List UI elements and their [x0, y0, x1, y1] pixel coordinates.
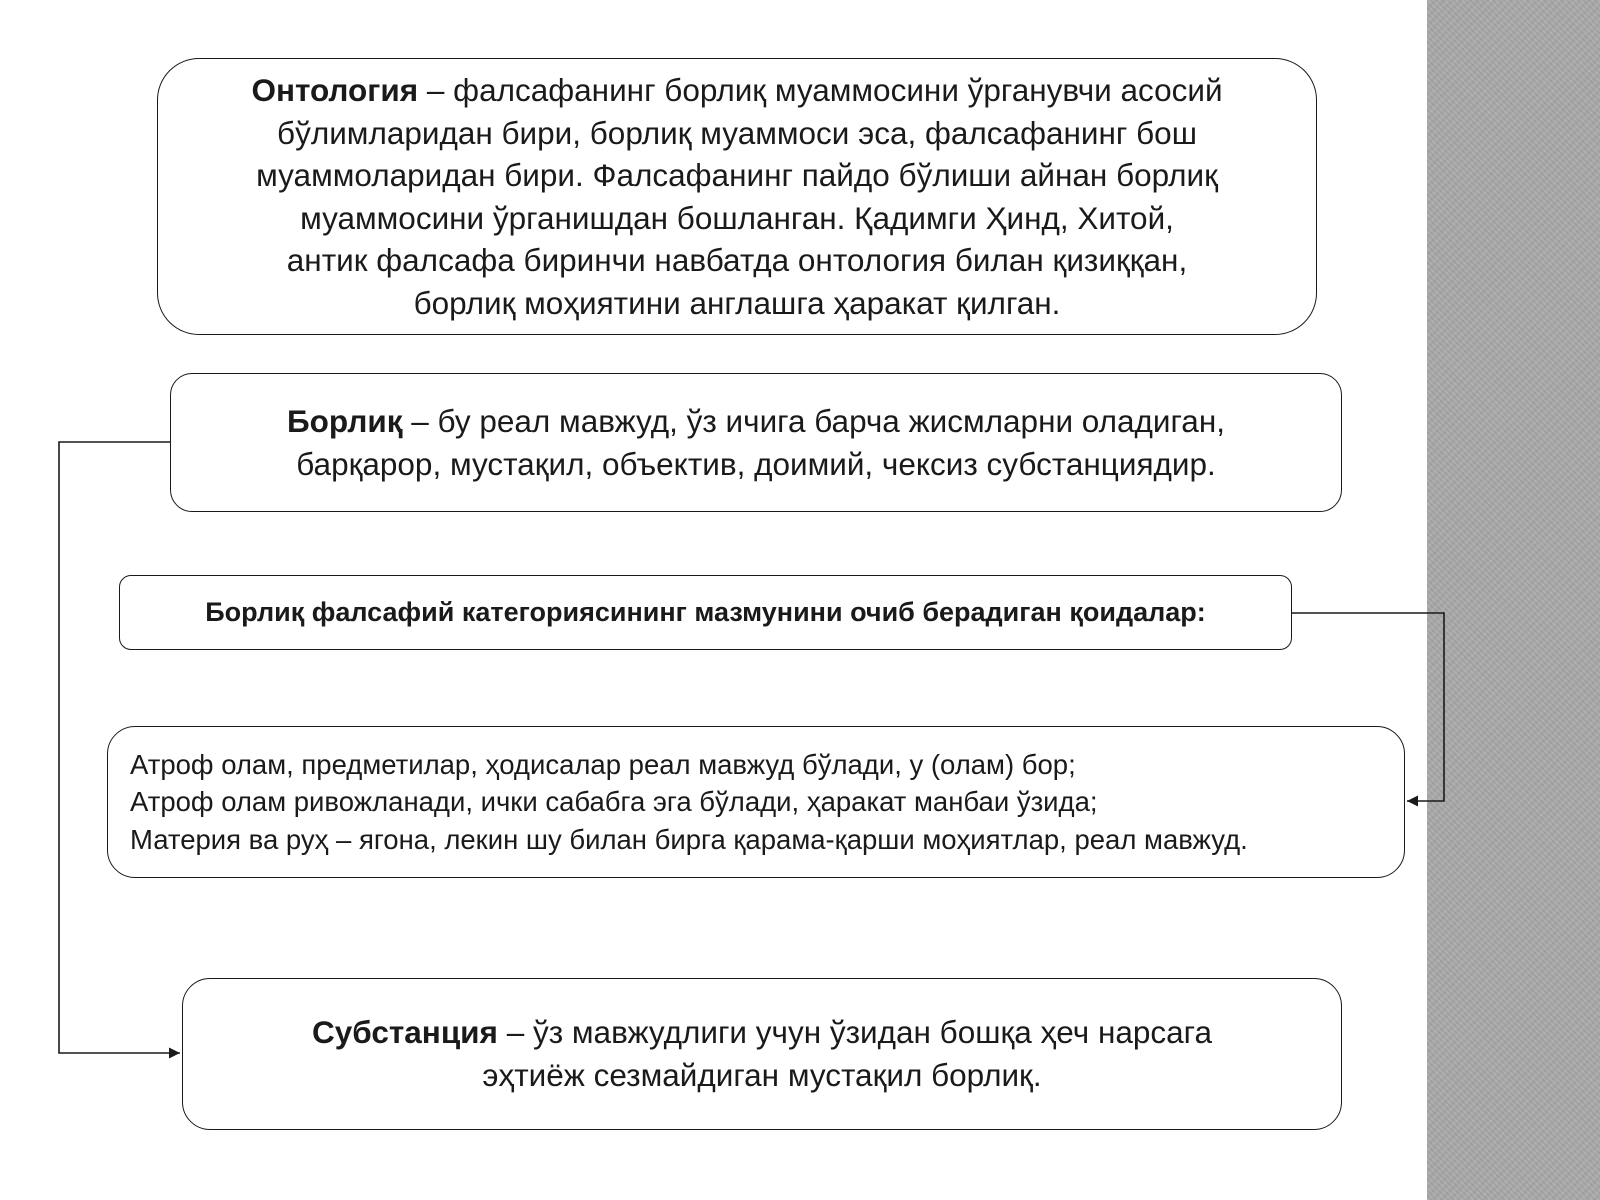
- being-definition-box: [170, 373, 1342, 512]
- rule-item: Атроф олам, предметилар, ҳодисалар реал мавжуд бўлади, у (олам) бор;: [130, 748, 1076, 780]
- ontology-text-line: муаммосини ўрганишдан бошланган. Қадимги Ҳинд, Хитой,: [300, 199, 1174, 236]
- rules-list: [130, 746, 1248, 859]
- ontology-text-line: борлиқ моҳиятини англашга ҳаракат қилган.: [413, 284, 1061, 321]
- ontology-term: Онтология: [251, 72, 419, 108]
- being-term: Борлиқ: [287, 402, 403, 439]
- ontology-text-line: антик фалсафа биринчи навбатда онтология билан қизиққан,: [286, 242, 1188, 278]
- ontology-definition-box: [157, 58, 1317, 335]
- ontology-text-line: – фалсафанинг борлиқ муаммосини ўрганувчи асосий: [418, 72, 1223, 108]
- rule-item: Материя ва руҳ – ягона, лекин шу билан бирга қарама-қарши моҳиятлар, реал мавжуд.: [130, 823, 1248, 855]
- rules-heading: Борлиқ фалсафий категориясининг мазмунини очиб берадиган қоидалар:: [205, 597, 1206, 627]
- being-text-line: барқарор, мустақил, объектив, доимий, чексиз субстанциядир.: [296, 445, 1216, 482]
- rule-item: Атроф олам ривожланади, ички сабабга эга бўлади, ҳаракат манбаи ўзида;: [130, 786, 1098, 818]
- substance-text-line: эҳтиёж сезмайдиган мустақил борлиқ.: [482, 1057, 1042, 1093]
- ontology-text-line: бўлимларидан бири, борлиқ муаммоси эса, фалсафанинг бош: [277, 114, 1197, 151]
- substance-text-line: – ўз мавжудлиги учун ўзидан бошқа ҳеч нарсага: [497, 1014, 1212, 1050]
- substance-term: Субстанция: [312, 1014, 498, 1050]
- ontology-text-line: муаммоларидан бири. Фалсафанинг пайдо бўлиши айнан борлиқ: [256, 157, 1218, 193]
- rules-heading-box: [119, 575, 1292, 650]
- rules-list-box: [107, 726, 1405, 878]
- substance-definition-box: [182, 978, 1342, 1130]
- being-text-line: – бу реал мавжуд, ўз ичига барча жисмларни оладиган,: [402, 402, 1225, 439]
